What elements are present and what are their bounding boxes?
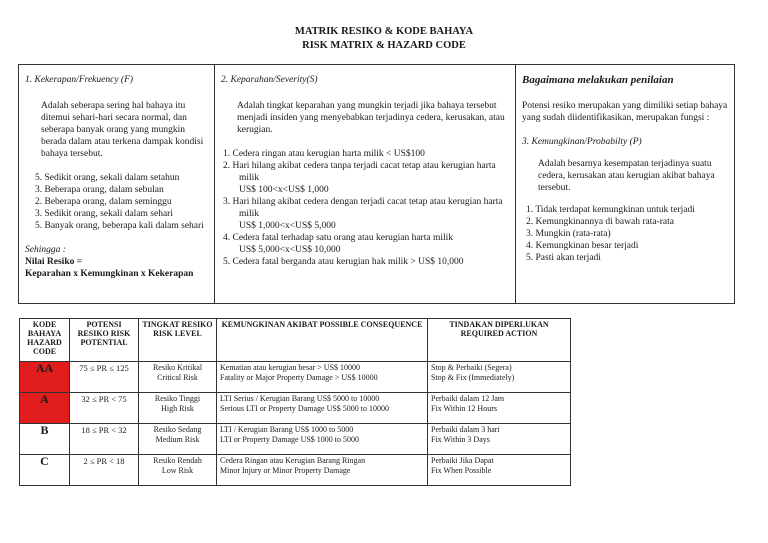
action-en: Fix When Possible xyxy=(431,466,492,475)
action-cell xyxy=(428,393,571,424)
list-item: 5. Banyak orang, beberapa kali dalam sehari xyxy=(35,221,204,231)
consequence-cell xyxy=(217,393,428,424)
list-item xyxy=(221,232,511,256)
action-cell xyxy=(428,362,571,393)
frequency-heading: 1. Kekerapan/Frekuency (F) xyxy=(25,75,134,85)
table-row xyxy=(20,362,571,393)
list-item xyxy=(221,148,511,160)
item-value: US$ 5,000<x<US$ 10,000 xyxy=(239,245,341,255)
list-item: 3. Beberapa orang, dalam sebulan xyxy=(35,185,164,195)
risk-level-en: High Risk xyxy=(161,404,194,413)
action-en: Fix Within 12 Hours xyxy=(431,404,497,413)
hazard-code: A xyxy=(40,392,49,406)
risk-level-id: Resiko Kritikal xyxy=(152,363,203,372)
hazard-code-cell xyxy=(20,362,70,393)
item-text: 1. Cedera ringan atau kerugian harta milik < US$100 xyxy=(223,149,425,159)
risk-level-cell xyxy=(139,393,217,424)
action-en: Fix Within 3 Days xyxy=(431,435,490,444)
consequence-en: Minor Injury or Minor Property Damage xyxy=(220,466,351,475)
consequence-en: Serious LTI or Property Damage US$ 5000 to 10000 xyxy=(220,404,390,413)
action-cell xyxy=(428,455,571,486)
list-item xyxy=(221,160,511,196)
risk-level-id: Resiko Sedang xyxy=(153,425,202,434)
consequence-en: Fatality or Major Property Damage > US$ 10000 xyxy=(220,373,378,382)
assessment-heading: Bagaimana melakukan penilaian xyxy=(522,74,674,86)
description-box xyxy=(18,64,735,304)
consequence-id: Cedera Ringan atau Kerugian Barang Ringan xyxy=(220,456,366,465)
risk-potential-cell: 32 ≤ PR < 75 xyxy=(70,393,139,424)
hazard-code-cell xyxy=(20,424,70,455)
frequency-paragraph: Adalah seberapa sering hal bahaya itu ditemui sehari-hari secara normal, dan seberapa banyak orang yang mungkin berada dalam atau terkena dampak kondisi bahaya tersebut. xyxy=(41,101,204,159)
consequence-en: LTI or Property Damage US$ 1000 to 5000 xyxy=(220,435,360,444)
risk-level-en: Medium Risk xyxy=(155,435,200,444)
list-item: 3. Mungkin (rata-rata) xyxy=(526,229,611,239)
list-item: 4. Kemungkinan besar terjadi xyxy=(526,241,639,251)
probability-paragraph: Adalah besarnya kesempatan terjadinya suatu cedera, kerusakan atau kerugian akibat bahaya tersebut. xyxy=(538,159,715,193)
risk-potential-cell: 2 ≤ PR < 18 xyxy=(70,455,139,486)
hazard-code: C xyxy=(40,454,49,468)
list-item xyxy=(221,196,511,232)
item-text: 5. Cedera fatal berganda atau kerugian hak milik > US$ 10,000 xyxy=(223,257,464,267)
page-subtitle: RISK MATRIX & HAZARD CODE xyxy=(302,40,466,51)
item-value: US$ 100<x<US$ 1,000 xyxy=(239,185,329,195)
risk-level-id: Resiko Rendah xyxy=(153,456,202,465)
item-text: 4. Cedera fatal terhadap satu orang atau kerugian harta milik xyxy=(223,233,454,243)
severity-list xyxy=(221,148,511,268)
severity-heading: 2. Keparahan/Severity(S) xyxy=(221,75,318,85)
probability-heading: 3. Kemungkinan/Probabilty (P) xyxy=(522,137,642,147)
action-id: Stop & Perbaiki (Segera) xyxy=(431,363,512,372)
hazard-code-cell xyxy=(20,455,70,486)
risk-formula: Keparahan x Kemungkinan x Kekerapan xyxy=(25,269,194,279)
frequency-column xyxy=(19,65,215,303)
risk-level-en: Low Risk xyxy=(161,466,194,475)
severity-paragraph: Adalah tingkat keparahan yang mungkin terjadi jika bahaya tersebut menjadi insiden yang menyebabkan terjadinya cedera, kerusakan, atau kerugian. xyxy=(237,101,505,135)
risk-level-cell xyxy=(139,455,217,486)
page-title: MATRIK RESIKO & KODE BAHAYA xyxy=(294,26,474,37)
consequence-cell xyxy=(217,362,428,393)
action-id: Perbaiki dalam 3 hari xyxy=(431,425,500,434)
action-en: Stop & Fix (Immediately) xyxy=(431,373,515,382)
assessment-column xyxy=(516,65,734,303)
action-id: Perbaiki Jika Dapat xyxy=(431,456,494,465)
table-row xyxy=(20,455,571,486)
list-item: 1. Tidak terdapat kemungkinan untuk terjadi xyxy=(526,205,695,215)
assessment-paragraph: Potensi resiko merupakan yang dimiliki setiap bahaya yang sudah diidentifikasikan, merupakan fungsi : xyxy=(522,101,728,123)
hazard-code: B xyxy=(40,423,49,437)
frequency-list xyxy=(25,172,210,232)
table-header-row xyxy=(20,319,571,362)
table-row xyxy=(20,424,571,455)
consequence-id: LTI Serius / Kerugian Barang US$ 5000 to 10000 xyxy=(220,394,380,403)
risk-potential-cell: 75 ≤ PR ≤ 125 xyxy=(70,362,139,393)
item-text: 3. Hari hilang akibat cedera dengan terjadi cacat tetap atau kerugian harta milik xyxy=(223,197,503,219)
consequence-cell xyxy=(217,455,428,486)
header-code: KODE BAHAYA HAZARD CODE xyxy=(20,319,70,362)
consequence-id: LTI / Kerugian Barang US$ 1000 to 5000 xyxy=(220,425,354,434)
action-cell xyxy=(428,424,571,455)
probability-list xyxy=(522,204,730,264)
action-id: Perbaiki dalam 12 Jam xyxy=(431,394,505,403)
header-level: TINGKAT RESIKO RISK LEVEL xyxy=(139,319,217,362)
severity-column xyxy=(215,65,516,303)
header-consequence: KEMUNGKINAN AKIBAT POSSIBLE CONSEQUENCE xyxy=(217,319,428,362)
hazard-code-table xyxy=(19,318,571,486)
item-text: 2. Hari hilang akibat cedera tanpa terjadi cacat tetap atau kerugian harta milik xyxy=(223,161,496,183)
risk-level-cell xyxy=(139,424,217,455)
list-item xyxy=(221,256,511,268)
hazard-code-cell xyxy=(20,393,70,424)
sehingga-label: Sehingga : xyxy=(25,245,66,255)
header-potential: POTENSI RESIKO RISK POTENTIAL xyxy=(70,319,139,362)
list-item: 5. Sedikit orang, sekali dalam setahun xyxy=(35,173,180,183)
item-value: US$ 1,000<x<US$ 5,000 xyxy=(239,221,336,231)
hazard-code: AA xyxy=(35,361,54,375)
list-item: 2. Beberapa orang, dalam seminggu xyxy=(35,197,172,207)
list-item: 2. Kemungkinannya di bawah rata-rata xyxy=(526,217,674,227)
table-row xyxy=(20,393,571,424)
risk-level-cell xyxy=(139,362,217,393)
header-action: TINDAKAN DIPERLUKAN REQUIRED ACTION xyxy=(428,319,571,362)
risk-level-id: Resiko Tinggi xyxy=(154,394,201,403)
risk-potential-cell: 18 ≤ PR < 32 xyxy=(70,424,139,455)
consequence-cell xyxy=(217,424,428,455)
list-item: 5. Pasti akan terjadi xyxy=(526,253,601,263)
list-item: 3. Sedikit orang, sekali dalam sehari xyxy=(35,209,173,219)
risk-level-en: Critical Risk xyxy=(157,373,198,382)
consequence-id: Kematian atau kerugian besar > US$ 10000 xyxy=(220,363,361,372)
risk-value-label: Nilai Resiko = xyxy=(25,257,83,267)
